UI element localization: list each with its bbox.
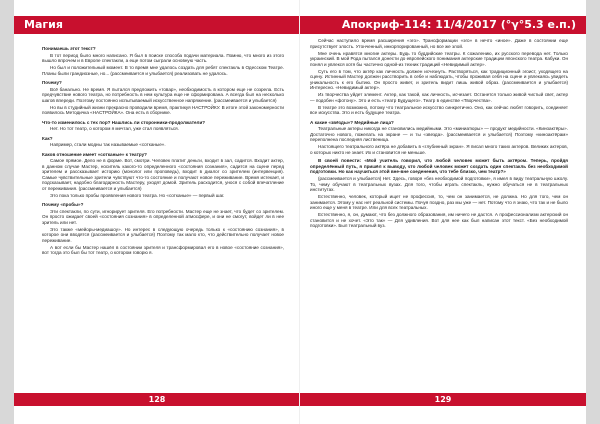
interview-paragraph: Сейчас наступило время расширения «эго». Трансформации «эго» в нечто «иное». Даже в состоянии еще присутствует злость. Утонченный, инкорпорированный, но все же злой. (310, 38, 568, 49)
interview-paragraph: Эти спектакли, по сути, игнорирует зрителя. Его потребности. Мастер еще не знает, что будет со зрителем. Он просто ожидает своей «состояния сознания» в определенной атмосфере, и они не смогут, войдет ли в нее зритель или нет. (42, 208, 284, 225)
interview-question: Почему? (42, 80, 62, 85)
interview-paragraph: (рассмеивается и улыбается) Нет. Здесь, говоря «без необходимой подготовки», я имел в виду театральную школу. То, чему обучают в театральных вузах. Для того, чтобы играть спектакль, нужно обучаться не в театральных институтах. (310, 176, 568, 192)
interview-paragraph: Например, стали модны так называемые «сотканые». (50, 142, 166, 147)
interview-paragraph: Самое прямое. Дело не в форме. Вот, смотри. Человек платит деньги, входит в зал, садится. Входит актер, в данном случае Мастер, носитель какого-то определенного «состояния сознания», садится на сцене перед зрителем и рассказывает историю (монолог или проповедь), входит в диалог со зрителем (интервенция). Самые чувствительные зрители чувствуют что-то состояние и получают новое переживание. Время истекает, и подсказывает, надобно благодарность Мастеру, уходят домой. Зритель расходится, унося с собой впечатление от переживания. (рассмеивается и улыбается) (42, 158, 284, 191)
page-edge-right (586, 0, 600, 424)
right-page-header: Апокриф-114: 11/4/2017 (°γ°5.3 е.п.) (300, 16, 586, 34)
interview-paragraph: Но вы в студийный жизни прекрасно проводили время, практикуя НАСТРОЙКУ. В итоге этой закономерности появилось Методичка «НАСТРОЙКА». Она есть в сборнике. (42, 104, 284, 115)
interview-paragraph: Суть его в том, что актёр как личность должен исчезнуть. Растворяться, как традиционный эгоист, уходящего на сцену. Истинный Мастер должен расстворить в себе и наблюдать, чтобы проживая себя на сцене и увлекаясь увидеть уникальность к его бытию. Он просто живет, и зритель видит лишь живой образ. (рассмеивается и улыбается) Интересно. «Невидимый актер». (310, 68, 568, 90)
interview-paragraph: А вот если бы Мастер нашёл в состоянии зрителя и трансформировал его в новое «состояние сознания», вот тогда это был бы тот театр, о котором говорю я. (42, 244, 284, 255)
right-page-text-column (310, 38, 568, 230)
interview-paragraph: В тот период было много написано. Я был в поиске способа подачи материала. Помню, что много из этого вышло впрочем и в Европе спектакли, а еще потом сыграли основную часть. (42, 52, 284, 63)
interview-question: Как? (42, 135, 53, 141)
interview-paragraph: В театре это возможно, потому что театральное искусство синкретично. Оно, как сейчас любят говорить, соединяет все искусства. Это и есть будущее театра. (310, 104, 568, 115)
left-page-number: 128 (14, 393, 300, 406)
left-page (14, 0, 300, 424)
interview-paragraph: Нет. Но тот театр, о котором я мечтал, уже стал появляться. (50, 126, 179, 131)
interview-paragraph: Но был и положительный момент. В то время мне удалось создать для ребят спектакль в Одесском Театре. Планы были грандиозные, но... (рассмеивается и улыбается) реализовать не удалось. (42, 65, 284, 76)
right-page-number: 129 (300, 393, 586, 406)
interview-question: Понимаешь этот текст? (42, 46, 96, 51)
left-page-text-column (42, 42, 284, 257)
page-edge-left (0, 0, 14, 424)
interview-question: Что-то изменилось с тех пор? Нашлись ли сторонники-продолжатели? (42, 119, 206, 125)
interview-paragraph: Настоящего театрального актёра не добавить в «глубинный экран». Я писал много таких актеров. Великих актеров, о которых никто не знает. Их и становится не меньше. (310, 144, 568, 155)
interview-paragraph: Всё банально. Не время. Я пытался предложить «товар», необходимость в котором еще не созрела. Есть предчувствие нового театра, но потребность в нем культура еще не сформирована. А всегда был на несколько шагов впереди. Поэтому постоянно испытываемый искусственное напряжение. (рассмеивается и улыбается) (42, 86, 284, 103)
left-page-header: Магия (14, 16, 300, 34)
interview-lead-paragraph: В своей повести: «Мой учитель говорил, что любой человек может быть актёром. Теперь, пройдя определённый путь, я пришёл к выводу, что любой человек может создать один спектакль без необходимой подготовки. Но как научиться этой вне-вне соеденения, что тебе близко, чем театр?» (310, 158, 568, 174)
interview-question: А какие «звёзды»? Медийные лица? (310, 119, 394, 125)
interview-question: Почему «пробы»? (42, 202, 84, 207)
right-page (300, 0, 586, 424)
interview-paragraph: Это также «мейоры-медиашоу». Но интерес в следующую очередь только к «состоянию сознания», в которое они вводятся (рассмеивается и улыбается) Поэтому так мало кто, что действительно получает новое переживание. (42, 226, 284, 243)
interview-question: Каков отношение имеет «сотканые» к театру? (42, 151, 147, 157)
interview-paragraph: Естественно, человек, который ищет не профессия, то, чем он занимается, не должна. Но для того, чем он занимается. Этому у нас нет реальной системы. Почуя поздно, раз мы уже — нет. Потому что я знаю, что так и не было иного еще у меня в театре. Или для всех театральных. (310, 194, 568, 210)
interview-paragraph: Естественно, я, он, думают, что без должного образования, им ничего не дастся. А профессионализм актерский он становится и не хочет. «Это так» — Для удивления. Вот для нее как был написан этот текст. «Без необходимой подготовки». Был театральный вуз. (310, 212, 568, 228)
interview-paragraph: Мне очень нравятся многие актеры. Будь то буддийские театры. К сожалению, их русского перевода нет. Только украинский. В мой Рода пытался донести до европейского понимания актерские традиции японского театра. Кабуки. Он понял и увлекся хотя бы частично одной-из техник традиций «Невидимый актер». (310, 50, 568, 67)
interview-paragraph: Это пока только пробы проявления нового театра. Но «сотканые» — первый шаг. (50, 192, 225, 198)
interview-paragraph: Из творчества уйдет элемент. Актер, как такой, как личность, исчезает. Останется только живой чистый свет, актер — подобен «фотону». Это и есть «театр Будущего». Театр в единстве «Творчества». (310, 92, 568, 103)
interview-paragraph: Театральные актеры никогда не становились медийными. Это «миниатюры» — продукт медийности. «Киноактёры». Достаточно нового, пожелать на экране — и ты «звезда». (рассмеивается и улыбается) Поэтому «киноактёрам» переполнена последняя лиственица. (310, 126, 568, 142)
